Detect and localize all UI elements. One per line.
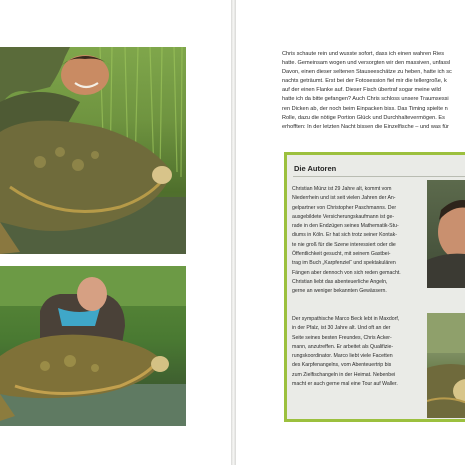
- story-body-text: [282, 50, 465, 132]
- bio-line: zum Zielfischangeln in der Heimat. Nebenbei: [292, 371, 396, 378]
- bio-line: rade in den Endzügen seines Mathematik-Stu-: [292, 223, 399, 230]
- left-page: [0, 0, 231, 465]
- photo-angler-carp-bottom: [0, 266, 186, 426]
- authors-box-title: Die Autoren: [294, 164, 337, 173]
- photo-angler-carp-top: [0, 47, 186, 254]
- body-line: Rolle, dazu die nötige Portion Glück und Durchhaltevermögen. Es: [282, 114, 445, 121]
- bio-line: trag im Buch „Karpfenziel“ und spektakulären: [292, 260, 396, 267]
- bio-line: macht er auch gerne mal eine Tour auf Waller.: [292, 381, 398, 388]
- bio-line: diums in Köln. Er hat sich trotz seiner Kontak-: [292, 232, 397, 239]
- body-line: Davon, einen dieser seltenen Stauseeschätze zu heben, hatte ich sc: [282, 69, 452, 76]
- bio-line: te nie groß für die Szene interessiert oder die: [292, 241, 396, 248]
- bio-line: des Karpfenangelns, vom Abenteuertrip bis: [292, 362, 392, 369]
- author-bio-marco: [292, 315, 420, 389]
- right-page: [236, 0, 465, 465]
- bio-line: Christian Münz ist 29 Jahre alt, kommt vom: [292, 186, 392, 192]
- bio-line: Seite seines besten Freundes, Chris Acker-: [292, 334, 392, 341]
- authors-box: [284, 152, 465, 422]
- bio-line: Fängen aber dennoch von sich reden gemacht.: [292, 269, 401, 276]
- title-divider: [293, 176, 465, 177]
- body-line: auf der einen Flanke auf. Dieser Fisch übertraf sogar meine wild: [282, 87, 441, 94]
- bio-line: gelpartner von Christopher Paschmanns. Der: [292, 204, 397, 211]
- bio-line: mann, anzutreffen. Er arbeitet als Qualifizie-: [292, 343, 394, 350]
- body-line: erhofften: In der letzten Nacht bissen die Einzelfische – und was für: [282, 123, 449, 130]
- bio-line: Der sympathische Marco Beck lebt in Maxdorf,: [292, 316, 400, 322]
- bio-line: Christian liebt das abenteuerliche Angeln,: [292, 278, 388, 285]
- bio-line: ausgebildete Versicherungskaufmann ist ge-: [292, 213, 395, 220]
- bio-line: gerne an weniger bekannten Gewässern.: [292, 288, 387, 295]
- bio-line: Öffentlichkeit gesucht, mit seinem Gastbei-: [292, 251, 391, 258]
- author-bio-christian: [292, 185, 420, 297]
- bio-line: in der Pfalz, ist 30 Jahre alt. Und oft an der: [292, 325, 391, 332]
- author-photo-christian: [427, 180, 465, 288]
- body-line: hatte ich da bitte gefangen? Auch Chris schloss unsere Traumsessi: [282, 96, 449, 103]
- body-line: Chris schaute rein und wusste sofort, dass ich einen wahren Ries: [282, 51, 444, 57]
- body-line: hatte. Gemeinsam wogen und versorgten wir den massiven, unfassl: [282, 60, 451, 67]
- body-line: nachts geträumt. Erst bei der Fotosession fiel mir die tellergroße, k: [282, 78, 447, 85]
- author-photo-marco: [427, 313, 465, 418]
- body-line: ren Dicken ab, der noch beim Einpacken biss. Das Timing spielte n: [282, 105, 448, 112]
- bio-line: Niederrhein und ist seit vielen Jahren der An-: [292, 195, 396, 202]
- bio-line: rungskoordinator. Marco liebt viele Facetten: [292, 353, 393, 360]
